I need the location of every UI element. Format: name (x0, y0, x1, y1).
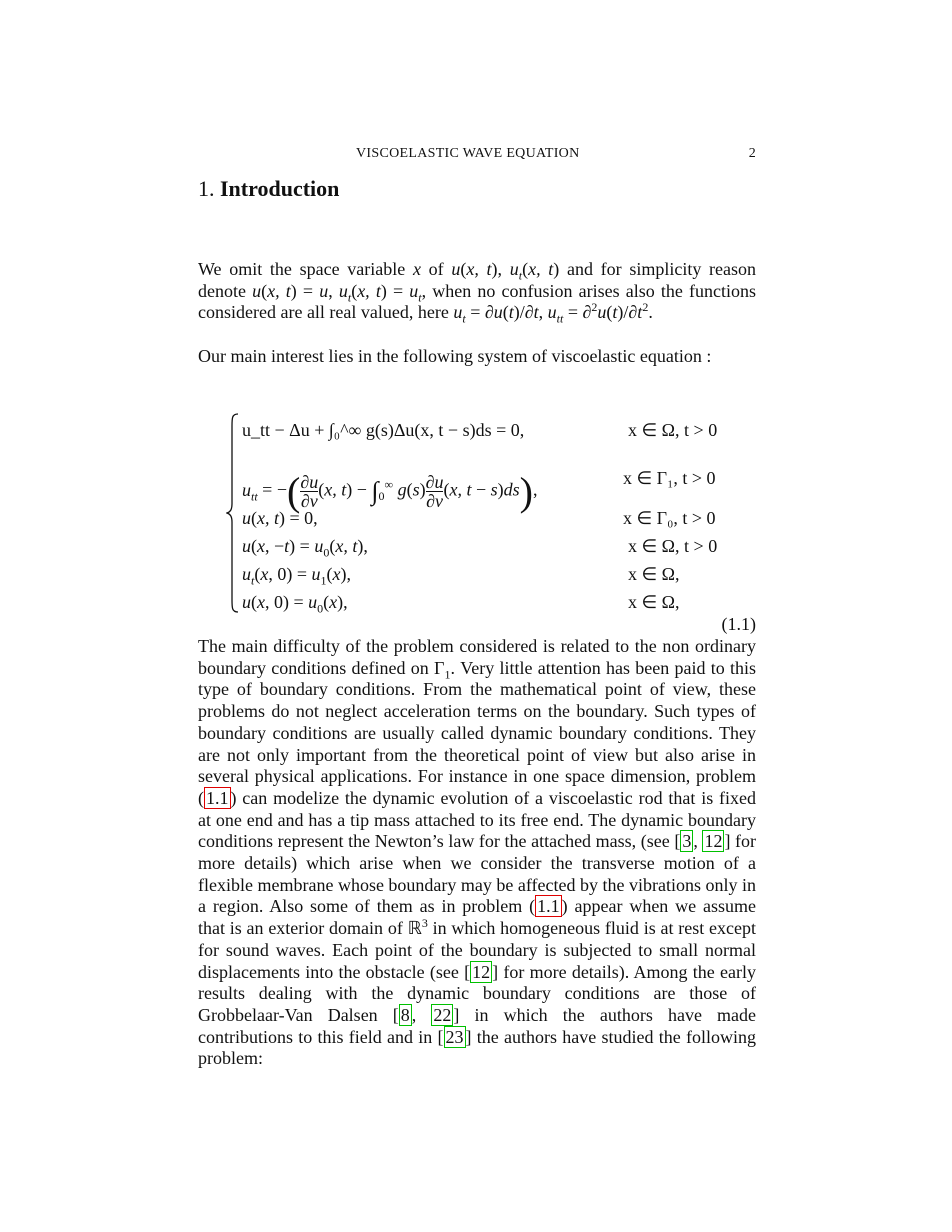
section-number: 1. (198, 176, 215, 201)
paragraph-discussion: The main difficulty of the problem considered is related to the non ordinary boundary conditions defined on $\Gamma_1$. Very little attention has been paid to this type of boundary conditions. From the mathematical point of view, these problems do not neglect acceleration terms on the boundary. Such types of boundary conditions are usually called dynamic boundary conditions. They are not only important from the theoretical point of view but also arise in several physical applications. For instance in one space dimension, problem ( 1.1 ) can modelize the dynamic evolution of a viscoelastic rod that is fixed at one end and has a tip mass attached to its free end. The dynamic boundary conditions represent the Newton’s law for the attached mass, (see [ 3 , 12 ] for more details) which arise when we consider the transverse motion of a flexible membrane whose boundary may be affected by the vibrations only in a region. Also some of them as in problem ( 1.1 ) appear when we assume that is an exterior domain of ℝ$^3$ in which homogeneous fluid is at rest except for sound waves. Each point of the boundary is subjected to small normal displacements into the obstacle (see [ 12 ] for more details). Among the early results dealing with the dynamic boundary conditions are those of Grobbelaar-Van Dalsen [ 8 , 22 ] in which the authors have made contributions to this field and in [ 23 ] the authors have studied the following problem: (198, 636, 757, 1069)
section-title: Introduction (220, 176, 340, 201)
citation-link-23[interactable]: 23 (445, 1026, 464, 1047)
text: ] in which the authors have made contributions to this field and in [ (198, 1004, 757, 1047)
equation-number: (1.1) (721, 614, 756, 634)
text: of (420, 259, 452, 279)
text: ] the authors have studied the following problem: (198, 1026, 756, 1069)
condition-4: x ∈ Ω, t > 0 (628, 536, 718, 556)
equation-5: $u_t(x$, $0) = u_1(x)$, (242, 564, 351, 588)
text: We omit the space variable (198, 259, 413, 279)
text: The main difficulty of the problem considered is related to the non ordinary boundary conditions defined on Γ (198, 636, 756, 678)
text: ] for more details) which arise when we consider the transverse motion of a flexible membrane whose boundary may be affected by the vibrations only in a region. Also some of them as in problem ( (198, 831, 757, 917)
text: ] for more details). Among the early results dealing with the dynamic boundary conditions are those of Grobbelaar-Van Dalsen [ (198, 961, 756, 1025)
paragraph-notation: We omit the space variable x of u(x, t), $u_t(x$, t) and for simplicity reason denote u(x, t) = u, $u_t(x$, $t) = u_t$, when no confusion arises also the functions considered are all real valued, here $u_t = \partial u(t)/\partial t$, $u_{tt} = \partial^2u(t)/\partial t^2$. (198, 259, 757, 326)
text: , when no confusion arises also the functions considered are all real valued, here (198, 280, 757, 323)
citation-link-22[interactable]: 22 (433, 1004, 452, 1025)
condition-5: x ∈ Ω, (628, 564, 680, 584)
citation-link-3[interactable]: 3 (682, 831, 692, 852)
condition-6: x ∈ Ω, (628, 592, 680, 612)
equation-2: $u_{tt}$ = −( $\frac{\partial u}{\partial\nu}$ (x, $t) - \int_0^\infty$ g(s) $\frac{\partial u}{\partial\nu}$ (x, t − s)ds), (242, 469, 538, 514)
text: ) appear when we assume that is an exterior domain of ℝ (198, 896, 757, 939)
text: . (648, 302, 653, 323)
equation-link[interactable]: 1.1 (206, 787, 229, 808)
equation-1: u_tt − Δu + ∫₀^∞ g(s)Δu(x, t − s)ds = 0, (242, 420, 525, 440)
condition-1: x ∈ Ω, t > 0 (628, 420, 718, 440)
condition-2: x ∈ Γ₁, t > 0 (623, 468, 716, 488)
superscript: 3 (421, 916, 428, 931)
citation-link-12[interactable]: 12 (704, 831, 723, 852)
citation-link-12[interactable]: 12 (472, 961, 491, 982)
left-brace (226, 412, 240, 614)
text: ) can modelize the dynamic evolution of a viscoelastic rod that is fixed at one end and has a tip mass attached to its free end. The dynamic boundary conditions represent the Newton’s law for the attached mass, (see [ (198, 787, 756, 852)
running-head-title: VISCOELASTIC WAVE EQUATION (356, 146, 580, 161)
equation-system (226, 412, 756, 614)
page-number: 2 (748, 146, 756, 161)
condition-3: x ∈ Γ₀, t > 0 (623, 508, 716, 528)
text: . Very little attention has been paid to this type of boundary conditions. From the mathematical point of view, these problems do not neglect acceleration terms on the boundary. Such types of boundary conditions are usually called dynamic boundary conditions. They are not only important from the theoretical point of view but also arise in several physical applications. For instance in one space dimension, problem ( (198, 657, 756, 808)
equation-4: u(x, $-t) = u_0(x$, t), (242, 536, 368, 560)
equation-link[interactable]: 1.1 (537, 896, 560, 917)
equation-6: u(x, $0) = u_0(x)$, (242, 592, 348, 616)
text: and for simplicity reason denote (198, 259, 756, 301)
citation-link-8[interactable]: 8 (400, 1004, 410, 1025)
text: in which homogeneous fluid is at rest except for sound waves. Each point of the boundary is subjected to small normal displacements into the obstacle (see [ (198, 918, 756, 982)
equation-3: u(x, t) = 0, (242, 508, 318, 528)
section-heading (198, 176, 339, 202)
paragraph-main-interest: Our main interest lies in the following system of viscoelastic equation : (198, 346, 712, 366)
